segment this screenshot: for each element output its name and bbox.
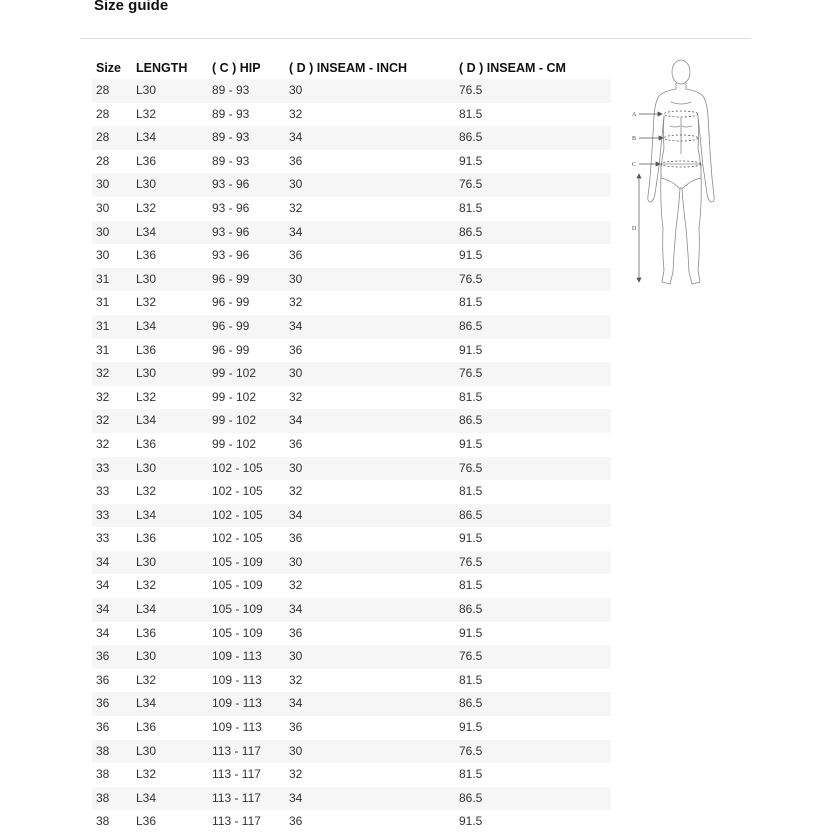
table-row bbox=[92, 386, 611, 410]
cell-size: 38 bbox=[92, 740, 132, 764]
cell-size: 31 bbox=[92, 268, 132, 292]
cell-inseam-inch: 34 bbox=[285, 126, 455, 150]
cell-hip: 113 - 117 bbox=[208, 787, 285, 811]
cell-inseam-cm: 91.5 bbox=[459, 342, 483, 357]
cell-size: 34 bbox=[92, 598, 132, 622]
cell-size: 30 bbox=[96, 200, 110, 215]
cell-hip: 89 - 93 bbox=[212, 106, 250, 121]
cell-length: L32 bbox=[136, 106, 157, 121]
cell-size: 30 bbox=[92, 173, 132, 197]
cell-hip: 93 - 96 bbox=[208, 173, 285, 197]
cell-inseam-inch: 36 bbox=[289, 720, 303, 735]
cell-inseam-inch: 36 bbox=[289, 436, 303, 451]
cell-inseam-cm: 76.5 bbox=[455, 740, 611, 764]
cell-inseam-inch: 36 bbox=[289, 248, 303, 263]
cell-size: 32 bbox=[96, 436, 110, 451]
cell-hip: 96 - 99 bbox=[208, 315, 285, 339]
cell-inseam-cm: 86.5 bbox=[455, 504, 611, 528]
cell-inseam-inch: 30 bbox=[285, 645, 455, 669]
cell-inseam-inch: 30 bbox=[285, 457, 455, 481]
cell-inseam-inch: 32 bbox=[289, 200, 303, 215]
table-row bbox=[92, 362, 611, 386]
table-row bbox=[92, 457, 611, 481]
cell-length: L36 bbox=[136, 248, 157, 263]
cell-inseam-inch: 36 bbox=[289, 342, 303, 357]
cell-hip: 105 - 109 bbox=[208, 551, 285, 575]
cell-inseam-cm: 91.5 bbox=[459, 531, 483, 546]
cell-hip: 105 - 109 bbox=[212, 578, 263, 593]
cell-inseam-cm: 91.5 bbox=[459, 248, 483, 263]
cell-size: 32 bbox=[92, 409, 132, 433]
table-row bbox=[92, 173, 611, 197]
page-title: Size guide bbox=[94, 0, 169, 14]
cell-inseam-cm: 76.5 bbox=[455, 173, 611, 197]
cell-inseam-inch: 32 bbox=[289, 578, 303, 593]
cell-size: 38 bbox=[96, 814, 110, 829]
cell-inseam-cm: 86.5 bbox=[455, 409, 611, 433]
chest-marker-label: A bbox=[632, 112, 637, 118]
table-row bbox=[92, 504, 611, 528]
cell-inseam-cm: 76.5 bbox=[455, 457, 611, 481]
table-row bbox=[92, 527, 611, 551]
cell-length: L30 bbox=[132, 551, 208, 575]
cell-hip: 99 - 102 bbox=[208, 362, 285, 386]
cell-inseam-cm: 86.5 bbox=[455, 787, 611, 811]
table-row bbox=[92, 716, 611, 740]
cell-length: L32 bbox=[136, 200, 157, 215]
cell-hip: 93 - 96 bbox=[212, 248, 250, 263]
column-header-length: LENGTH bbox=[136, 61, 188, 75]
cell-inseam-cm: 76.5 bbox=[455, 551, 611, 575]
cell-inseam-inch: 36 bbox=[289, 814, 303, 829]
cell-length: L34 bbox=[132, 692, 208, 716]
cell-length: L34 bbox=[132, 787, 208, 811]
cell-inseam-cm: 91.5 bbox=[459, 814, 483, 829]
cell-hip: 102 - 105 bbox=[212, 484, 263, 499]
cell-size: 36 bbox=[92, 692, 132, 716]
cell-length: L30 bbox=[132, 740, 208, 764]
cell-hip: 109 - 113 bbox=[212, 720, 262, 735]
cell-hip: 109 - 113 bbox=[212, 672, 262, 687]
cell-inseam-cm: 81.5 bbox=[459, 200, 483, 215]
cell-inseam-cm: 91.5 bbox=[459, 436, 483, 451]
column-header-size: Size bbox=[96, 61, 122, 75]
cell-hip: 89 - 93 bbox=[212, 153, 250, 168]
cell-inseam-inch: 34 bbox=[285, 504, 455, 528]
table-row bbox=[92, 763, 611, 787]
table-row bbox=[92, 480, 611, 504]
cell-inseam-cm: 86.5 bbox=[455, 315, 611, 339]
cell-hip: 93 - 96 bbox=[208, 221, 285, 245]
cell-inseam-inch: 30 bbox=[285, 268, 455, 292]
cell-hip: 96 - 99 bbox=[208, 268, 285, 292]
cell-size: 32 bbox=[92, 362, 132, 386]
cell-inseam-inch: 34 bbox=[285, 409, 455, 433]
cell-length: L36 bbox=[136, 625, 157, 640]
cell-size: 36 bbox=[96, 672, 110, 687]
cell-length: L30 bbox=[132, 173, 208, 197]
table-header-row bbox=[92, 57, 611, 79]
cell-size: 33 bbox=[92, 504, 132, 528]
cell-hip: 105 - 109 bbox=[212, 625, 263, 640]
cell-hip: 109 - 113 bbox=[208, 645, 285, 669]
cell-hip: 96 - 99 bbox=[212, 295, 250, 310]
cell-length: L34 bbox=[132, 598, 208, 622]
cell-length: L30 bbox=[132, 457, 208, 481]
cell-inseam-cm: 81.5 bbox=[459, 106, 483, 121]
cell-inseam-inch: 34 bbox=[285, 315, 455, 339]
cell-inseam-inch: 32 bbox=[289, 484, 303, 499]
cell-size: 31 bbox=[92, 315, 132, 339]
cell-size: 28 bbox=[92, 79, 132, 103]
cell-length: L36 bbox=[136, 436, 157, 451]
table-row bbox=[92, 433, 611, 457]
cell-size: 34 bbox=[92, 551, 132, 575]
cell-inseam-inch: 36 bbox=[289, 153, 303, 168]
cell-size: 33 bbox=[96, 531, 110, 546]
cell-size: 34 bbox=[96, 578, 110, 593]
cell-length: L34 bbox=[132, 504, 208, 528]
table-row bbox=[92, 409, 611, 433]
cell-size: 30 bbox=[92, 221, 132, 245]
cell-inseam-inch: 34 bbox=[285, 598, 455, 622]
cell-length: L30 bbox=[132, 645, 208, 669]
table-row bbox=[92, 126, 611, 150]
table-row bbox=[92, 244, 611, 268]
column-header-inseam-cm: ( D ) INSEAM - CM bbox=[459, 61, 566, 75]
cell-length: L32 bbox=[136, 767, 157, 782]
cell-size: 33 bbox=[92, 457, 132, 481]
cell-size: 28 bbox=[92, 126, 132, 150]
cell-hip: 102 - 105 bbox=[208, 504, 285, 528]
cell-inseam-cm: 81.5 bbox=[459, 484, 483, 499]
table-row bbox=[92, 740, 611, 764]
waist-marker-label: B bbox=[632, 136, 637, 142]
cell-inseam-cm: 76.5 bbox=[455, 79, 611, 103]
cell-inseam-inch: 30 bbox=[285, 362, 455, 386]
cell-inseam-cm: 81.5 bbox=[459, 389, 483, 404]
table-row bbox=[92, 79, 611, 103]
table-row bbox=[92, 692, 611, 716]
cell-size: 31 bbox=[96, 342, 110, 357]
column-header-hip: ( C ) HIP bbox=[212, 61, 261, 75]
table-row bbox=[92, 268, 611, 292]
cell-hip: 99 - 102 bbox=[212, 389, 257, 404]
cell-hip: 105 - 109 bbox=[208, 598, 285, 622]
cell-size: 38 bbox=[92, 787, 132, 811]
table-row bbox=[92, 598, 611, 622]
cell-hip: 113 - 117 bbox=[212, 767, 261, 782]
cell-hip: 102 - 105 bbox=[212, 531, 263, 546]
table-row bbox=[92, 810, 611, 834]
cell-inseam-cm: 81.5 bbox=[459, 672, 483, 687]
cell-inseam-cm: 91.5 bbox=[459, 720, 483, 735]
cell-length: L32 bbox=[136, 389, 157, 404]
cell-length: L36 bbox=[136, 531, 157, 546]
cell-size: 32 bbox=[96, 389, 110, 404]
size-table bbox=[92, 57, 611, 834]
cell-inseam-inch: 32 bbox=[289, 672, 303, 687]
cell-inseam-inch: 34 bbox=[285, 787, 455, 811]
cell-length: L36 bbox=[136, 153, 157, 168]
cell-hip: 89 - 93 bbox=[208, 79, 285, 103]
cell-length: L32 bbox=[136, 295, 157, 310]
cell-length: L34 bbox=[132, 126, 208, 150]
cell-hip: 89 - 93 bbox=[208, 126, 285, 150]
cell-inseam-inch: 30 bbox=[285, 79, 455, 103]
cell-length: L34 bbox=[132, 315, 208, 339]
cell-length: L32 bbox=[136, 672, 157, 687]
table-row bbox=[92, 574, 611, 598]
cell-inseam-cm: 81.5 bbox=[459, 578, 483, 593]
cell-length: L34 bbox=[132, 221, 208, 245]
cell-hip: 113 - 117 bbox=[212, 814, 261, 829]
table-row bbox=[92, 787, 611, 811]
cell-hip: 99 - 102 bbox=[208, 409, 285, 433]
cell-inseam-cm: 76.5 bbox=[455, 268, 611, 292]
cell-size: 31 bbox=[96, 295, 110, 310]
cell-inseam-inch: 36 bbox=[289, 625, 303, 640]
cell-length: L32 bbox=[136, 578, 157, 593]
cell-size: 33 bbox=[96, 484, 110, 499]
cell-inseam-inch: 30 bbox=[285, 740, 455, 764]
cell-inseam-inch: 30 bbox=[285, 551, 455, 575]
cell-length: L30 bbox=[132, 362, 208, 386]
cell-hip: 102 - 105 bbox=[208, 457, 285, 481]
table-row bbox=[92, 150, 611, 174]
cell-inseam-cm: 86.5 bbox=[455, 598, 611, 622]
cell-length: L36 bbox=[136, 342, 157, 357]
table-row bbox=[92, 315, 611, 339]
hip-marker-label: C bbox=[632, 162, 637, 168]
cell-size: 28 bbox=[96, 106, 110, 121]
cell-inseam-cm: 81.5 bbox=[459, 767, 483, 782]
cell-inseam-inch: 32 bbox=[289, 389, 303, 404]
cell-size: 36 bbox=[96, 720, 110, 735]
cell-length: L36 bbox=[136, 720, 157, 735]
size-table-body bbox=[92, 79, 611, 834]
cell-inseam-inch: 34 bbox=[285, 692, 455, 716]
cell-length: L32 bbox=[136, 484, 157, 499]
cell-inseam-cm: 76.5 bbox=[455, 362, 611, 386]
cell-inseam-inch: 30 bbox=[285, 173, 455, 197]
column-header-inseam-inch: ( D ) INSEAM - INCH bbox=[289, 61, 408, 75]
cell-inseam-cm: 86.5 bbox=[455, 126, 611, 150]
table-row bbox=[92, 551, 611, 575]
cell-hip: 93 - 96 bbox=[212, 200, 250, 215]
table-row bbox=[92, 669, 611, 693]
cell-inseam-cm: 86.5 bbox=[455, 692, 611, 716]
cell-inseam-cm: 91.5 bbox=[459, 625, 483, 640]
cell-size: 36 bbox=[92, 645, 132, 669]
cell-inseam-cm: 91.5 bbox=[459, 153, 483, 168]
table-row bbox=[92, 291, 611, 315]
cell-length: L30 bbox=[132, 79, 208, 103]
header-divider bbox=[80, 38, 751, 39]
cell-hip: 96 - 99 bbox=[212, 342, 250, 357]
table-row bbox=[92, 103, 611, 127]
cell-hip: 99 - 102 bbox=[212, 436, 257, 451]
cell-inseam-inch: 32 bbox=[289, 106, 303, 121]
inseam-marker-label: D bbox=[632, 226, 637, 232]
table-row bbox=[92, 622, 611, 646]
cell-size: 38 bbox=[96, 767, 110, 782]
cell-hip: 109 - 113 bbox=[208, 692, 285, 716]
cell-inseam-inch: 36 bbox=[289, 531, 303, 546]
cell-inseam-inch: 32 bbox=[289, 767, 303, 782]
cell-size: 30 bbox=[96, 248, 110, 263]
cell-inseam-cm: 76.5 bbox=[455, 645, 611, 669]
cell-length: L30 bbox=[132, 268, 208, 292]
cell-size: 34 bbox=[96, 625, 110, 640]
table-row bbox=[92, 645, 611, 669]
cell-inseam-inch: 34 bbox=[285, 221, 455, 245]
cell-hip: 113 - 117 bbox=[208, 740, 285, 764]
cell-inseam-cm: 86.5 bbox=[455, 221, 611, 245]
cell-inseam-inch: 32 bbox=[289, 295, 303, 310]
cell-inseam-cm: 81.5 bbox=[459, 295, 483, 310]
table-row bbox=[92, 339, 611, 363]
cell-length: L34 bbox=[132, 409, 208, 433]
table-row bbox=[92, 197, 611, 221]
cell-size: 28 bbox=[96, 153, 110, 168]
body-measurement-icon bbox=[626, 56, 736, 296]
cell-length: L36 bbox=[136, 814, 157, 829]
table-row bbox=[92, 221, 611, 245]
